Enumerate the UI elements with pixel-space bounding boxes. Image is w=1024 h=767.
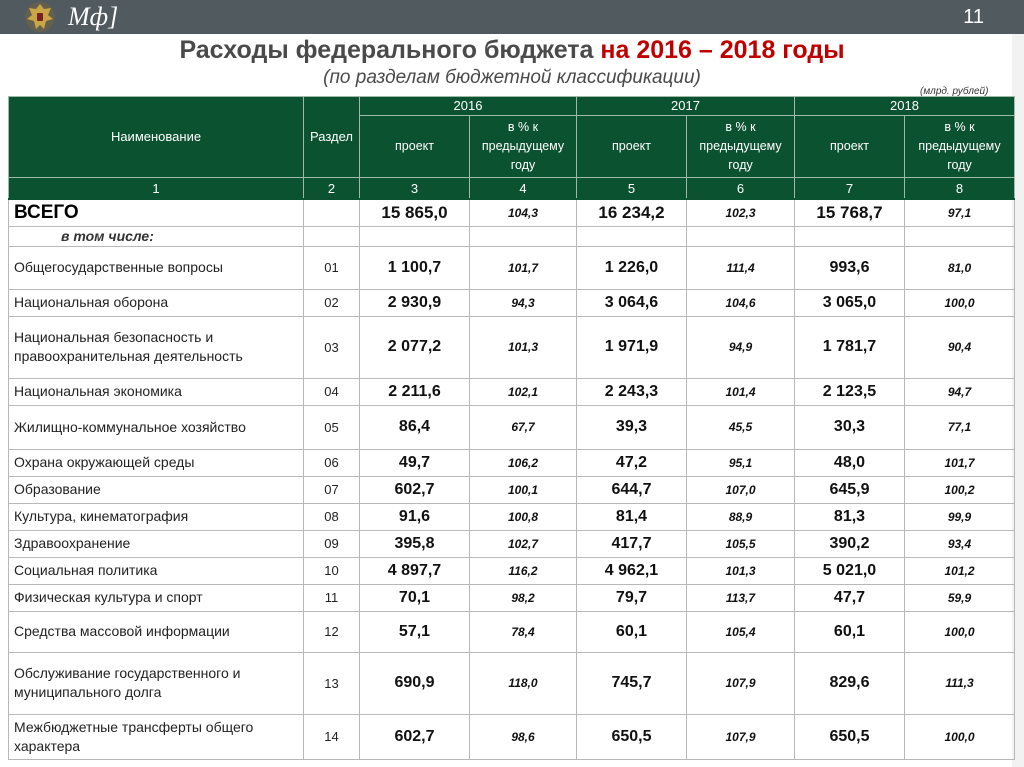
value-2018: 645,9	[795, 476, 905, 503]
row-section: 05	[304, 405, 360, 449]
value-2017: 650,5	[577, 714, 687, 759]
value-2016: 602,7	[360, 476, 470, 503]
table-row-total	[9, 199, 1015, 226]
row-section	[304, 199, 360, 226]
percent-2018: 90,4	[905, 316, 1015, 378]
col-header-project: проект	[577, 116, 687, 178]
percent-2016: 100,1	[470, 476, 577, 503]
percent-2016: 67,7	[470, 405, 577, 449]
value-2016: 4 897,7	[360, 557, 470, 584]
table-row	[9, 405, 1015, 449]
col-number: 4	[470, 178, 577, 200]
row-section: 04	[304, 378, 360, 405]
percent-2018: 100,2	[905, 476, 1015, 503]
col-header-project: проект	[360, 116, 470, 178]
value-2017: 47,2	[577, 449, 687, 476]
value-2018: 48,0	[795, 449, 905, 476]
percent-2016: 106,2	[470, 449, 577, 476]
percent-2016: 118,0	[470, 652, 577, 714]
value-2018: 15 768,7	[795, 199, 905, 226]
percent-2016: 100,8	[470, 503, 577, 530]
percent-2018: 100,0	[905, 714, 1015, 759]
value-2018: 650,5	[795, 714, 905, 759]
table-row	[9, 714, 1015, 759]
percent-2017: 107,0	[687, 476, 795, 503]
value-2018: 5 021,0	[795, 557, 905, 584]
percent-2018: 94,7	[905, 378, 1015, 405]
col-number: 5	[577, 178, 687, 200]
col-header-section: Раздел	[304, 97, 360, 178]
table-row	[9, 652, 1015, 714]
percent-2017: 107,9	[687, 652, 795, 714]
row-name: Обслуживание государственного и муниципального долга	[9, 652, 304, 714]
page-title	[0, 34, 1024, 66]
table-row	[9, 316, 1015, 378]
row-name: Физическая культура и спорт	[9, 584, 304, 611]
value-2016: 57,1	[360, 611, 470, 652]
percent-2016: 116,2	[470, 557, 577, 584]
value-2017: 644,7	[577, 476, 687, 503]
col-header-percent: в % к предыдущему году	[905, 116, 1015, 178]
row-section: 07	[304, 476, 360, 503]
value-2016: 49,7	[360, 449, 470, 476]
top-bar	[0, 0, 1024, 34]
title-highlight: на 2016 – 2018 годы	[600, 36, 845, 64]
percent-2016: 98,2	[470, 584, 577, 611]
row-name: Национальная безопасность и правоохранительная деятельность	[9, 316, 304, 378]
table-row	[9, 246, 1015, 289]
percent-2018: 101,7	[905, 449, 1015, 476]
value-2017: 3 064,6	[577, 289, 687, 316]
value-2016: 86,4	[360, 405, 470, 449]
value-2018: 47,7	[795, 584, 905, 611]
col-header-name: Наименование	[9, 97, 304, 178]
percent-2018: 59,9	[905, 584, 1015, 611]
col-header-percent: в % к предыдущему году	[687, 116, 795, 178]
row-section: 06	[304, 449, 360, 476]
table-row	[9, 611, 1015, 652]
col-number: 3	[360, 178, 470, 200]
percent-2018: 111,3	[905, 652, 1015, 714]
value-2018: 829,6	[795, 652, 905, 714]
table-row	[9, 476, 1015, 503]
value-2017: 79,7	[577, 584, 687, 611]
value-2016: 2 211,6	[360, 378, 470, 405]
row-section: 11	[304, 584, 360, 611]
logo-text: Мф]	[68, 2, 119, 31]
value-2018: 993,6	[795, 246, 905, 289]
unit-note: (млрд. рублей)	[920, 86, 989, 97]
row-section: 12	[304, 611, 360, 652]
including-label: в том числе:	[9, 226, 304, 246]
page-number: 11	[963, 6, 984, 28]
table-row	[9, 378, 1015, 405]
percent-2018: 100,0	[905, 611, 1015, 652]
row-name: Здравоохранение	[9, 530, 304, 557]
value-2016: 690,9	[360, 652, 470, 714]
col-number: 7	[795, 178, 905, 200]
value-2017: 60,1	[577, 611, 687, 652]
col-number: 2	[304, 178, 360, 200]
table-row	[9, 584, 1015, 611]
col-header-year-2016: 2016	[360, 97, 577, 116]
page-subtitle: (по разделам бюджетной классификации)	[323, 67, 701, 88]
value-2017: 81,4	[577, 503, 687, 530]
percent-2017: 101,4	[687, 378, 795, 405]
percent-2018: 97,1	[905, 199, 1015, 226]
value-2018: 1 781,7	[795, 316, 905, 378]
value-2018: 81,3	[795, 503, 905, 530]
value-2017: 16 234,2	[577, 199, 687, 226]
col-header-percent: в % к предыдущему году	[470, 116, 577, 178]
percent-2017: 102,3	[687, 199, 795, 226]
value-2017: 2 243,3	[577, 378, 687, 405]
col-number: 1	[9, 178, 304, 200]
row-name: Образование	[9, 476, 304, 503]
table-row	[9, 449, 1015, 476]
row-name: Национальная экономика	[9, 378, 304, 405]
row-section: 10	[304, 557, 360, 584]
row-name: Национальная оборона	[9, 289, 304, 316]
percent-2017: 105,4	[687, 611, 795, 652]
value-2016: 2 930,9	[360, 289, 470, 316]
value-2018: 3 065,0	[795, 289, 905, 316]
value-2018: 2 123,5	[795, 378, 905, 405]
value-2017: 1 226,0	[577, 246, 687, 289]
row-name: Межбюджетные трансферты общего характера	[9, 714, 304, 759]
percent-2016: 78,4	[470, 611, 577, 652]
table-row	[9, 289, 1015, 316]
col-header-year-2017: 2017	[577, 97, 795, 116]
percent-2016: 101,7	[470, 246, 577, 289]
title-main: Расходы федерального бюджета	[179, 36, 594, 64]
table-row	[9, 557, 1015, 584]
value-2017: 417,7	[577, 530, 687, 557]
percent-2017: 107,9	[687, 714, 795, 759]
col-header-project: проект	[795, 116, 905, 178]
percent-2017: 113,7	[687, 584, 795, 611]
percent-2018: 93,4	[905, 530, 1015, 557]
table-row	[9, 503, 1015, 530]
percent-2017: 101,3	[687, 557, 795, 584]
percent-2016: 102,1	[470, 378, 577, 405]
col-header-year-2018: 2018	[795, 97, 1015, 116]
row-name: Средства массовой информации	[9, 611, 304, 652]
value-2016: 15 865,0	[360, 199, 470, 226]
row-section: 13	[304, 652, 360, 714]
percent-2017: 111,4	[687, 246, 795, 289]
percent-2017: 104,6	[687, 289, 795, 316]
value-2016: 70,1	[360, 584, 470, 611]
row-name: Охрана окружающей среды	[9, 449, 304, 476]
row-section: 09	[304, 530, 360, 557]
percent-2018: 100,0	[905, 289, 1015, 316]
row-section: 02	[304, 289, 360, 316]
row-section: 14	[304, 714, 360, 759]
value-2016: 91,6	[360, 503, 470, 530]
percent-2016: 104,3	[470, 199, 577, 226]
value-2017: 1 971,9	[577, 316, 687, 378]
row-name: Социальная политика	[9, 557, 304, 584]
row-name: Общегосударственные вопросы	[9, 246, 304, 289]
value-2017: 745,7	[577, 652, 687, 714]
budget-table	[8, 96, 1015, 760]
row-name: ВСЕГО	[9, 199, 304, 226]
row-section: 03	[304, 316, 360, 378]
value-2017: 39,3	[577, 405, 687, 449]
col-number: 8	[905, 178, 1015, 200]
col-number: 6	[687, 178, 795, 200]
row-name: Культура, кинематография	[9, 503, 304, 530]
row-section: 01	[304, 246, 360, 289]
percent-2017: 105,5	[687, 530, 795, 557]
table-row-including	[9, 226, 1015, 246]
percent-2017: 95,1	[687, 449, 795, 476]
value-2016: 395,8	[360, 530, 470, 557]
percent-2017: 45,5	[687, 405, 795, 449]
percent-2018: 81,0	[905, 246, 1015, 289]
table-row	[9, 530, 1015, 557]
percent-2018: 99,9	[905, 503, 1015, 530]
percent-2017: 94,9	[687, 316, 795, 378]
value-2016: 2 077,2	[360, 316, 470, 378]
value-2018: 390,2	[795, 530, 905, 557]
percent-2018: 101,2	[905, 557, 1015, 584]
value-2016: 602,7	[360, 714, 470, 759]
value-2016: 1 100,7	[360, 246, 470, 289]
row-name: Жилищно-коммунальное хозяйство	[9, 405, 304, 449]
percent-2016: 98,6	[470, 714, 577, 759]
value-2018: 30,3	[795, 405, 905, 449]
row-section: 08	[304, 503, 360, 530]
percent-2016: 102,7	[470, 530, 577, 557]
value-2018: 60,1	[795, 611, 905, 652]
emblem-icon	[20, 0, 60, 34]
percent-2016: 101,3	[470, 316, 577, 378]
percent-2016: 94,3	[470, 289, 577, 316]
percent-2017: 88,9	[687, 503, 795, 530]
value-2017: 4 962,1	[577, 557, 687, 584]
percent-2018: 77,1	[905, 405, 1015, 449]
